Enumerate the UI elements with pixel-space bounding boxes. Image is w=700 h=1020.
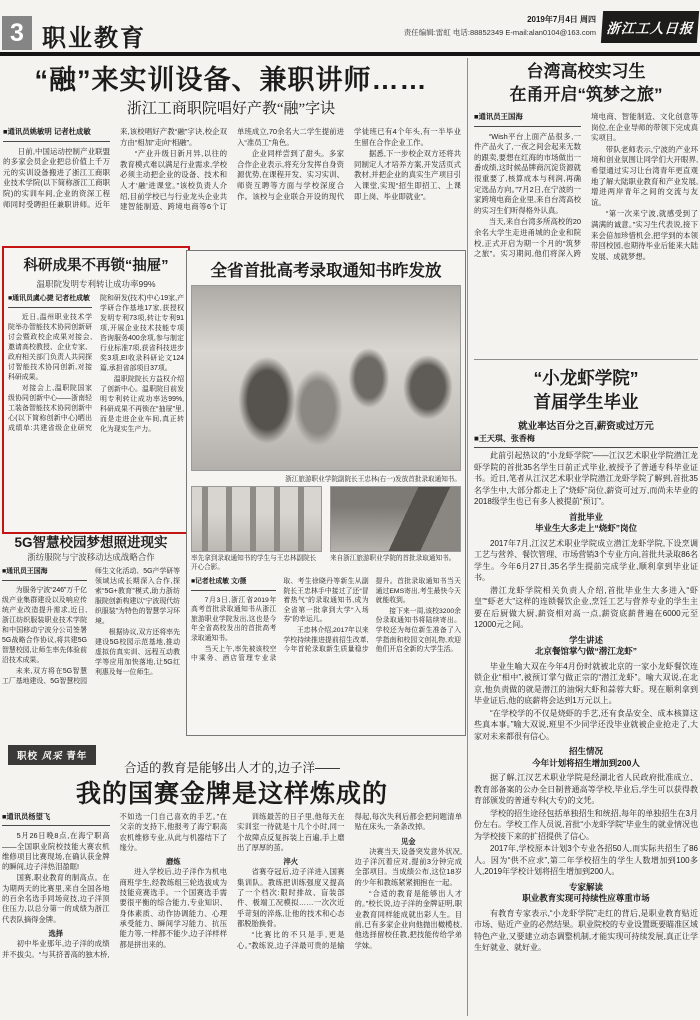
edition-info: 责任编辑:雷虹 电话:88852349 E-mail:alan0104@163.com <box>403 28 596 37</box>
inline-subhead: 首批毕业 <box>568 511 603 522</box>
body-paragraph: “第一次来宁波,就感受到了满满的诚意。”实习生代表说,接下来会倍加珍惜机会,把学到的本领带回校园,也期待毕业后能来大陆发展、成就梦想。 <box>591 209 698 261</box>
lead-body <box>3 127 461 243</box>
medal-body <box>2 812 462 1016</box>
body-paragraph: 近日,温州职业技术学院举办智能技术协同创新研讨会暨政校企成果对接会,邀请高校教授、企业专家、政府相关部门负责人共同探讨智能技术协同创新,对接科研成果。 <box>8 314 92 381</box>
body-paragraph: 王忠林介绍,2017年以来学校持续推进提前招生改革,今年首轮录取新生质量稳步提升。首批录取通知书当天通过EMS寄出,考生最快今天就能收到。 <box>283 578 461 654</box>
body-paragraph: 7月3日,浙江省2019年高考首批录取通知书从浙江旅游职业学院发出,这也是今年全省高校发出的首批高考录取通知书。 <box>191 596 277 642</box>
admission-caption-right: 来自浙江旅游职业学院的首批录取通知书。 <box>330 555 456 562</box>
body-paragraph: 接下来一周,该校3200余份录取通知书将陆续寄出。学校还为每位新生准备了入学指南和校园文创礼物,欢迎他们开启全新的大学生活。 <box>375 607 461 654</box>
body-paragraph: “比赛比的不只是手,更是心。”教练说,边子洋最可贵的是输得起,每次失利后都会把问题清单贴在床头,一条条改掉。 <box>237 812 462 950</box>
medal-kicker: 合适的教育是能够出人才的,边子洋—— <box>124 761 340 775</box>
body-paragraph: 日前,中国运动控制产业联盟的多家会员企业把总价值上千万元的实训设备搬进了浙江工商职业技术学院(以下简称浙江工商职院)的实训车间,企业的资深工程师同时受聘担任兼职讲师。近年来,该校唱好产教“融”字诀,校企双方由“相加”走向“相融”。 <box>3 127 227 209</box>
admission-photo-row <box>191 486 461 552</box>
body-paragraph: 进入学校后,边子洋作为机电商班学生,经教练组三轮选拔成为技能竞赛选手。一个国赛选手需要很平衡的综合能力,专业知识、身体素质、动作协调能力、心理承受能力、瞬间学习能力、抗压能力等,一样都不能少,边子洋样样都是拼出来的。 <box>119 867 227 949</box>
body-paragraph: 对接会上,温职院国家级协同创新中心——浙南轻工装备智能技术协同创新中心(以下简称创新中心)晒出成绩单:共建省级企业研究院和研发(技术)中心19家,产学研合作基地17家,获授权发明专利73项,转让专利91项,开展企业技术技能专项咨询服务400余项,参与制定行业标准7项,获省科技进步奖3项,EI收录科研论文124篇,承担省部项目37项。 <box>8 295 184 432</box>
inline-subhead: 专家解读 <box>568 881 603 892</box>
byline: ■通讯员姚敏明 记者杜成敏 <box>3 127 110 142</box>
column-divider <box>467 58 468 1016</box>
admission-box <box>186 250 466 736</box>
byline: ■通讯员王国海 <box>2 567 87 581</box>
page-number-badge: 3 <box>2 16 32 50</box>
inline-subhead: 磨炼 <box>165 857 181 867</box>
crayfish-headline <box>474 366 698 414</box>
lead-headline: “融”来实训设备、兼职讲师…… <box>34 65 428 95</box>
body-paragraph: 学校的招生途径包括单独招生和统招,每年的单独招生在3月份左右。学校工作人员说,首批“小龙虾学院”毕业生的就业情况也为学校接下来的扩招提供了信心。 <box>474 808 698 841</box>
medal-badge-suffix: 青年 <box>66 751 88 762</box>
body-paragraph: 温职院院长方益权介绍了创新中心。温职院目前发明专利转让成功率达99%,科研成果不再锁在“抽屉”里,而是走进企业车间,真正转化为现实生产力。 <box>100 376 184 433</box>
body-paragraph: 省赛夺冠后,边子洋进入国赛集训队。教练把训练强度又提高了一个档次:限时排故、盲装部件、极端工况模拟……一次次近乎苛刻的淬炼,让他的技术和心态都脱胎换骨。 <box>237 867 345 928</box>
admission-headline: 全省首批高考录取通知书昨发放 <box>210 262 442 280</box>
body-paragraph: 为服务宁波“246”万千亿级产业集群建设以及响应传统产业改造提升需求,近日,浙江纺织服装职业技术学院和中国移动宁波分公司签署5G战略合作协议,将共建5G智慧校园,让师生率先体验前沿技术成果。 <box>2 587 88 664</box>
admission-body <box>191 577 461 705</box>
section-title: 职业教育 <box>42 25 146 52</box>
crayfish-subhead: 就业率达百分之百,薪资或过万元 <box>518 421 654 432</box>
medal-badge-script: 风采 <box>41 751 63 762</box>
g5-headline: 5G智慧校园梦想照进现实 <box>14 535 168 550</box>
byline: ■通讯员杨望飞 <box>2 812 110 826</box>
admission-photo-main <box>191 285 461 471</box>
body-paragraph: “在学校学的不仅是烧虾的手艺,还有食品安全、成本核算这些真本事。”喻大双说,班里不少同学还没毕业就被企业抢走了,大家对未来都很有信心。 <box>474 708 698 741</box>
g5-subhead: 浙纺服院与宁波移动达成战略合作 <box>27 552 155 562</box>
body-paragraph: 2017年,学校原本计划3个专业各招50人,而实际共招生了86人。因为“供不应求”,第二年学校招生的学生人数增加到100多人,2019年学校计划将招生增加到200人。 <box>474 844 698 876</box>
medal-badge-prefix: 职校 <box>17 751 39 762</box>
body-paragraph: 据悉,下一步校企双方还将共同制定人才培养方案,开发活页式教材,并把企业的真实生产项目引入课堂,实现“招生即招工、上课即上岗、毕业即就业”。 <box>354 149 461 201</box>
inline-subhead: 选择 <box>48 928 64 938</box>
body-paragraph: 决赛当天,设备突发意外状况,边子洋沉着应对,提前3分钟完成全部项目。当成绩公布,这位18岁的少年和教练紧紧拥抱在一起。 <box>354 846 462 887</box>
byline: ■通讯员虞心捷 记者杜成敏 <box>8 294 92 308</box>
patent-highlight-box <box>2 246 190 534</box>
body-paragraph: 此前引起热议的“小龙虾学院”——江汉艺术职业学院潜江龙虾学院的首批35名学生日前正式毕业,被授予了普通专科毕业证书。近日,笔者从江汉艺术职业学院潜江龙虾学院了解到,首批35名学生中,大部分都走上了“烧虾”岗位,薪资可过万,而尚未毕业的2018级学生也已有多人被提前“预订”。 <box>474 451 698 506</box>
admission-photo-right <box>330 486 461 552</box>
body-paragraph: “Wish平台上面产品很多,一件产品火了,一夜之间会起来无数的跟卖,要想在红海的市场做出一番成绩,这时候品牌商沉淀货源就很重要了,核算成本与利润,再确定选品方向。”7月2日,在宁波的一家跨境电商企业里,来自台湾高校的实习生们听得格外认真。 <box>474 131 581 215</box>
taiwan-headline-line1: 台湾高校实习生 <box>526 62 646 81</box>
header-rule <box>0 52 700 56</box>
taiwan-body <box>474 112 698 354</box>
body-paragraph: 2017年7月,江汉艺术职业学院成立潜江龙虾学院,下设烹调工艺与营养、餐饮管理、市场营销3个专业方向,首批共录取86名学生。今年6月27日,35名学生提前完成学业,顺利拿到毕业证书。 <box>474 538 698 582</box>
masthead-logo: 浙江工人日报 <box>601 11 699 43</box>
right-column-rule <box>474 359 698 360</box>
taiwan-headline-line2: 在甬开启“筑梦之旅” <box>509 85 663 104</box>
body-paragraph: 训练最苦的日子里,他每天在实训室一待就是十几个小时,同一个故障点反复拆装上百遍,手上磨出了厚厚的茧。 <box>237 812 345 852</box>
body-paragraph: 企业同样尝到了甜头。多家合作企业表示,将充分发挥自身资源优势,在课程开发、实习实训、师资互聘等方面与学校深度合作。该校与企业联合开设的现代学徒班已有4个年头,有一半毕业生留在合作企业工作。 <box>237 127 461 201</box>
body-paragraph: 据了解,江汉艺术职业学院是经湖北省人民政府批准成立、教育部备案的公办全日制普通高等学校,毕业后,学生可以获得教育部颁发的普通专科(大专)的文凭。 <box>474 773 698 805</box>
body-paragraph: “产业升级日新月异,以往的教育模式难以满足行业需求,学校必须主动把企业的设备、技术和人才‘融’进课堂。”该校负责人介绍,目前学校已与行业龙头企业共建智能制造、跨境电商等6个订单班成立,70余名大二学生提前进入“准员工”角色。 <box>120 127 344 212</box>
byline: ■记者杜成敏 文/摄 <box>191 577 276 591</box>
body-paragraph: 国赛,职业教育的制高点。在为期两天的比赛里,来自全国各地的百余名选手同场竞技,边子洋顶住压力,以总分第一的成绩为浙江代表队摘得金牌。 <box>2 873 110 924</box>
inline-subhead: 今年计划将招生增加到200人 <box>532 757 640 768</box>
body-paragraph: 根据协议,双方还将率先建设5G校园示范基地,推动虚拟仿真实训、远程互动教学等应用加快落地,让5G红利惠及每一位师生。 <box>95 629 180 676</box>
inline-subhead: 学生讲述 <box>568 634 603 645</box>
g5-body <box>2 567 180 735</box>
patent-subhead: 温职院发明专利转让成功率99% <box>36 279 156 289</box>
body-paragraph: 潜江龙虾学院相关负责人介绍,首批毕业生大多进入“虾皇”“虾老大”这样的连锁餐饮企业,烹饪工艺与营养专业的学生主要在后厨做大厨,薪资相对高一点,薪资底薪普遍在6000元至12000元之间。 <box>474 585 698 629</box>
crayfish-headline-line2: 首届学生毕业 <box>533 392 639 412</box>
body-paragraph: 有教育专家表示,“小龙虾学院”走红的背后,是职业教育贴近市场、贴近产业的必然结果。职业院校的专业设置既要瞄准区域特色产业,又要建立动态调整机制,才能实现可持续发展,真正让学生好就业、就好业。 <box>474 908 698 952</box>
admission-photo-left <box>191 486 322 552</box>
body-paragraph: “合适的教育是能够出人才的。”校长说,边子洋的金牌证明,职业教育同样能成就出彩人生。目前,已有多家企业向他抛出橄榄枝,他选择留校任教,把技能传给学弟学妹。 <box>354 889 462 950</box>
patent-headline: 科研成果不再锁“抽屉” <box>23 258 169 274</box>
lead-subhead: 浙江工商职院唱好产教“融”字诀 <box>126 101 336 117</box>
header-meta <box>266 14 596 38</box>
taiwan-headline <box>474 60 698 106</box>
crayfish-body <box>474 450 698 1016</box>
body-paragraph: 5月26日晚8点,在海宁职高——全国职业院校技能大赛农机维修项目比赛现场,在确认获金牌的瞬间,边子洋热泪盈眶! <box>2 831 110 872</box>
inline-subhead: 职业教育实现可持续性应尊重市场 <box>522 893 650 903</box>
byline: ■通讯员王国海 <box>474 112 581 127</box>
body-paragraph: 当天上午,率先被该校空中乘务、酒店管理专业录取、考生徐晓丹等新生从副院长王忠林手中接过了还“冒着热气”的录取通知书,成为全省第一批拿到大学“入场券”的幸运儿。 <box>191 578 369 663</box>
inline-subhead: 淬火 <box>283 857 299 867</box>
inline-subhead: 毕业生大多走上“烧虾”岗位 <box>534 523 637 533</box>
inline-subhead: 见金 <box>400 836 416 846</box>
inline-subhead: 招生情况 <box>568 746 603 756</box>
body-paragraph: 毕业生喻大双在今年4月份时就被北京的一家小龙虾餐饮连锁企业“相中”,被预订掌勺做正宗的“潜江龙虾”。喻大双说,在北京,他负责做的就是潜江的油焖大虾和蒜蓉大虾。现在顺利拿到毕业证后,他的底薪将会达到1万元以上。 <box>474 661 698 705</box>
admission-caption-left: 率先拿到录取通知书的学生与王忠林副院长开心合影。 <box>191 555 317 571</box>
admission-caption-row <box>191 554 461 572</box>
inline-subhead: 北京餐馆掌勺做“潜江龙虾” <box>534 646 637 656</box>
patent-body <box>8 294 184 512</box>
body-paragraph: 带队老师表示,宁波的产业环境和创业氛围让同学们大开眼界,希望通过实习让台湾青年更直观地了解大陆职业教育和产业发展,增进两岸青年之间的交流与友谊。 <box>591 144 698 207</box>
admission-caption-main: 浙江旅游职业学院副院长王忠林(右一)发放首批录取通知书。 <box>285 476 461 483</box>
date-line: 2019年7月4日 周四 <box>527 15 596 24</box>
body-paragraph: 未来,双方将在5G智慧工厂基地建设、5G智慧校园师生文化活动、5G产学研等领域达成长期深入合作,探索“5G+教育”模式,助力浙纺服院创新构建以“宁波现代纺织服装”为特色的智慧学习环境。 <box>2 568 180 685</box>
crayfish-byline: ■王天琪、张香梅 <box>474 433 698 448</box>
body-paragraph: 当天,来自台湾多所高校的20余名大学生走进甬城的企业和院校,正式开启为期一个月的“筑梦之旅”。实习期间,他们将深入跨境电商、智能制造、文化创意等岗位,在企业导师的带领下完成真实项目。 <box>474 112 698 259</box>
body-paragraph: 初中毕业那年,边子洋的成绩并不拔尖。“与其挤普高的独木桥,不如选一门自己喜欢的手艺。”在父亲的支持下,他报考了海宁职高农机维修专业,从此与机器结下了缘分。 <box>2 812 227 959</box>
medal-headline: 我的国赛金牌是这样炼成的 <box>75 780 388 808</box>
crayfish-headline-line1: “小龙虾学院” <box>533 368 639 388</box>
